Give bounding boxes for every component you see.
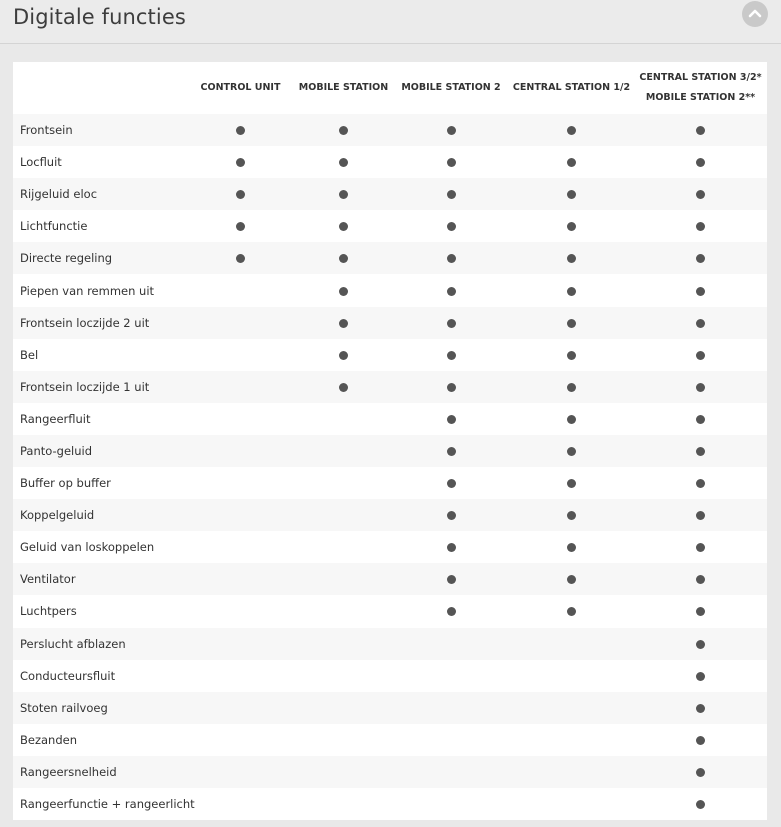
function-label: Buffer op buffer [13,467,187,499]
function-label: Frontsein loczijde 1 uit [13,371,187,403]
chevron-up-icon [748,8,762,18]
supported-dot-icon [447,158,456,167]
function-label: Koppelgeluid [13,499,187,531]
supported-dot-icon [447,126,456,135]
support-cell-mobile-station [294,307,393,339]
function-label: Conducteursfluit [13,660,187,692]
function-label: Lichtfunctie [13,210,187,242]
supported-dot-icon [696,607,705,616]
supported-dot-icon [696,704,705,713]
table-row [13,146,767,178]
support-cell-central-station-3-2 [634,660,767,692]
function-label: Stoten railvoeg [13,692,187,724]
collapse-button[interactable] [742,1,768,27]
support-cell-mobile-station-2 [393,660,509,692]
support-cell-control-unit [187,274,294,306]
support-cell-mobile-station-2 [393,403,509,435]
support-cell-control-unit [187,660,294,692]
supported-dot-icon [236,190,245,199]
column-header-central-station-1-2: CENTRAL STATION 1/2 [509,62,634,114]
support-cell-mobile-station-2 [393,724,509,756]
table-row [13,467,767,499]
support-cell-central-station-1-2 [509,628,634,660]
support-cell-central-station-3-2 [634,531,767,563]
supported-dot-icon [447,383,456,392]
functions-table-wrapper [13,62,767,820]
supported-dot-icon [339,319,348,328]
support-cell-central-station-3-2 [634,563,767,595]
support-cell-mobile-station-2 [393,595,509,627]
supported-dot-icon [696,254,705,263]
table-row [13,563,767,595]
support-cell-central-station-3-2 [634,788,767,820]
supported-dot-icon [339,158,348,167]
supported-dot-icon [447,543,456,552]
supported-dot-icon [447,190,456,199]
supported-dot-icon [236,158,245,167]
support-cell-central-station-3-2 [634,371,767,403]
support-cell-central-station-3-2 [634,274,767,306]
support-cell-control-unit [187,371,294,403]
column-header-function [13,62,187,114]
supported-dot-icon [696,383,705,392]
support-cell-central-station-3-2 [634,114,767,146]
support-cell-mobile-station-2 [393,435,509,467]
supported-dot-icon [447,254,456,263]
support-cell-central-station-3-2 [634,210,767,242]
table-row [13,531,767,563]
supported-dot-icon [696,543,705,552]
support-cell-mobile-station-2 [393,499,509,531]
support-cell-mobile-station [294,692,393,724]
supported-dot-icon [696,511,705,520]
supported-dot-icon [696,575,705,584]
supported-dot-icon [447,511,456,520]
supported-dot-icon [696,672,705,681]
support-cell-control-unit [187,499,294,531]
support-cell-mobile-station [294,403,393,435]
support-cell-control-unit [187,467,294,499]
support-cell-mobile-station [294,114,393,146]
support-cell-mobile-station [294,435,393,467]
support-cell-central-station-3-2 [634,242,767,274]
supported-dot-icon [696,736,705,745]
support-cell-central-station-1-2 [509,371,634,403]
support-cell-central-station-1-2 [509,403,634,435]
table-row [13,178,767,210]
support-cell-mobile-station [294,146,393,178]
support-cell-mobile-station-2 [393,756,509,788]
function-label: Bel [13,339,187,371]
supported-dot-icon [696,319,705,328]
supported-dot-icon [567,575,576,584]
supported-dot-icon [567,158,576,167]
supported-dot-icon [567,511,576,520]
supported-dot-icon [567,479,576,488]
supported-dot-icon [236,126,245,135]
support-cell-mobile-station-2 [393,467,509,499]
column-header-mobile-station: MOBILE STATION [294,62,393,114]
support-cell-central-station-1-2 [509,788,634,820]
section-header [0,0,781,44]
supported-dot-icon [447,319,456,328]
support-cell-mobile-station-2 [393,788,509,820]
support-cell-mobile-station [294,339,393,371]
table-row [13,371,767,403]
support-cell-mobile-station [294,371,393,403]
support-cell-control-unit [187,531,294,563]
support-cell-mobile-station-2 [393,628,509,660]
column-header-central-station-3-2 [634,62,767,114]
supported-dot-icon [339,222,348,231]
support-cell-mobile-station [294,274,393,306]
function-label: Rangeerfunctie + rangeerlicht [13,788,187,820]
function-label: Geluid van loskoppelen [13,531,187,563]
support-cell-control-unit [187,435,294,467]
supported-dot-icon [567,190,576,199]
support-cell-central-station-1-2 [509,274,634,306]
support-cell-control-unit [187,210,294,242]
support-cell-central-station-3-2 [634,467,767,499]
support-cell-mobile-station-2 [393,531,509,563]
supported-dot-icon [447,479,456,488]
supported-dot-icon [236,222,245,231]
supported-dot-icon [696,158,705,167]
support-cell-mobile-station-2 [393,274,509,306]
support-cell-central-station-1-2 [509,114,634,146]
support-cell-mobile-station [294,756,393,788]
support-cell-mobile-station-2 [393,242,509,274]
supported-dot-icon [567,126,576,135]
function-label: Rijgeluid eloc [13,178,187,210]
supported-dot-icon [447,287,456,296]
support-cell-control-unit [187,692,294,724]
support-cell-central-station-1-2 [509,756,634,788]
function-label: Locfluit [13,146,187,178]
support-cell-mobile-station-2 [393,692,509,724]
support-cell-control-unit [187,788,294,820]
support-cell-mobile-station [294,660,393,692]
supported-dot-icon [447,607,456,616]
function-label: Ventilator [13,563,187,595]
supported-dot-icon [339,351,348,360]
supported-dot-icon [567,351,576,360]
supported-dot-icon [567,543,576,552]
supported-dot-icon [567,287,576,296]
support-cell-central-station-1-2 [509,660,634,692]
supported-dot-icon [339,126,348,135]
support-cell-mobile-station [294,628,393,660]
support-cell-mobile-station-2 [393,114,509,146]
supported-dot-icon [339,383,348,392]
support-cell-mobile-station [294,595,393,627]
supported-dot-icon [567,319,576,328]
support-cell-control-unit [187,756,294,788]
support-cell-central-station-3-2 [634,595,767,627]
function-label: Frontsein [13,114,187,146]
table-row [13,307,767,339]
support-cell-central-station-1-2 [509,178,634,210]
supported-dot-icon [447,415,456,424]
supported-dot-icon [696,447,705,456]
function-label: Luchtpers [13,595,187,627]
table-row [13,242,767,274]
support-cell-control-unit [187,178,294,210]
support-cell-central-station-1-2 [509,210,634,242]
support-cell-central-station-3-2 [634,499,767,531]
support-cell-central-station-3-2 [634,692,767,724]
supported-dot-icon [236,254,245,263]
function-label: Rangeerfluit [13,403,187,435]
function-label: Directe regeling [13,242,187,274]
support-cell-central-station-1-2 [509,467,634,499]
supported-dot-icon [567,415,576,424]
supported-dot-icon [567,607,576,616]
support-cell-central-station-1-2 [509,435,634,467]
support-cell-control-unit [187,563,294,595]
support-cell-central-station-1-2 [509,146,634,178]
table-row [13,274,767,306]
supported-dot-icon [447,351,456,360]
supported-dot-icon [447,222,456,231]
function-label: Rangeersnelheid [13,756,187,788]
support-cell-central-station-3-2 [634,724,767,756]
support-cell-mobile-station-2 [393,563,509,595]
support-cell-central-station-3-2 [634,178,767,210]
support-cell-control-unit [187,403,294,435]
table-row [13,595,767,627]
supported-dot-icon [339,287,348,296]
column-header-mobile-station-2: MOBILE STATION 2 [393,62,509,114]
support-cell-control-unit [187,595,294,627]
support-cell-mobile-station [294,531,393,563]
support-cell-control-unit [187,724,294,756]
support-cell-central-station-3-2 [634,146,767,178]
table-row [13,435,767,467]
support-cell-mobile-station [294,499,393,531]
support-cell-mobile-station [294,467,393,499]
functions-table [13,62,767,820]
support-cell-mobile-station [294,178,393,210]
table-row [13,339,767,371]
table-row [13,692,767,724]
supported-dot-icon [696,479,705,488]
supported-dot-icon [696,415,705,424]
support-cell-control-unit [187,628,294,660]
support-cell-mobile-station-2 [393,210,509,242]
supported-dot-icon [339,254,348,263]
supported-dot-icon [696,351,705,360]
support-cell-mobile-station [294,563,393,595]
supported-dot-icon [696,190,705,199]
support-cell-central-station-3-2 [634,628,767,660]
supported-dot-icon [447,575,456,584]
table-row [13,756,767,788]
table-body [13,114,767,820]
support-cell-central-station-3-2 [634,339,767,371]
table-row [13,724,767,756]
support-cell-central-station-1-2 [509,499,634,531]
support-cell-central-station-1-2 [509,307,634,339]
table-row [13,114,767,146]
supported-dot-icon [696,640,705,649]
table-row [13,403,767,435]
support-cell-central-station-1-2 [509,692,634,724]
support-cell-control-unit [187,339,294,371]
support-cell-central-station-1-2 [509,242,634,274]
supported-dot-icon [696,126,705,135]
support-cell-central-station-3-2 [634,307,767,339]
support-cell-mobile-station-2 [393,339,509,371]
support-cell-control-unit [187,114,294,146]
table-row [13,210,767,242]
column-header-control-unit: CONTROL UNIT [187,62,294,114]
section-title: Digitale functies [13,5,186,29]
support-cell-mobile-station [294,788,393,820]
support-cell-mobile-station-2 [393,146,509,178]
function-label: Perslucht afblazen [13,628,187,660]
function-label: Frontsein loczijde 2 uit [13,307,187,339]
function-label: Bezanden [13,724,187,756]
supported-dot-icon [567,447,576,456]
support-cell-mobile-station [294,210,393,242]
support-cell-central-station-1-2 [509,531,634,563]
supported-dot-icon [696,287,705,296]
support-cell-central-station-3-2 [634,435,767,467]
function-label: Panto-geluid [13,435,187,467]
function-label: Piepen van remmen uit [13,274,187,306]
support-cell-central-station-1-2 [509,724,634,756]
support-cell-mobile-station-2 [393,178,509,210]
support-cell-central-station-3-2 [634,403,767,435]
table-row [13,660,767,692]
table-header-row [13,62,767,114]
supported-dot-icon [447,447,456,456]
support-cell-central-station-1-2 [509,563,634,595]
support-cell-mobile-station [294,242,393,274]
support-cell-mobile-station-2 [393,307,509,339]
table-row [13,628,767,660]
column-header-line-1: CENTRAL STATION 3/2* [639,72,762,83]
supported-dot-icon [567,222,576,231]
support-cell-central-station-1-2 [509,339,634,371]
table-row [13,788,767,820]
support-cell-central-station-1-2 [509,595,634,627]
support-cell-control-unit [187,242,294,274]
supported-dot-icon [696,800,705,809]
supported-dot-icon [567,383,576,392]
support-cell-central-station-3-2 [634,756,767,788]
support-cell-control-unit [187,307,294,339]
support-cell-control-unit [187,146,294,178]
supported-dot-icon [567,254,576,263]
support-cell-mobile-station-2 [393,371,509,403]
supported-dot-icon [696,222,705,231]
supported-dot-icon [696,768,705,777]
support-cell-mobile-station [294,724,393,756]
column-header-line-2: MOBILE STATION 2** [645,92,756,103]
table-row [13,499,767,531]
supported-dot-icon [339,190,348,199]
